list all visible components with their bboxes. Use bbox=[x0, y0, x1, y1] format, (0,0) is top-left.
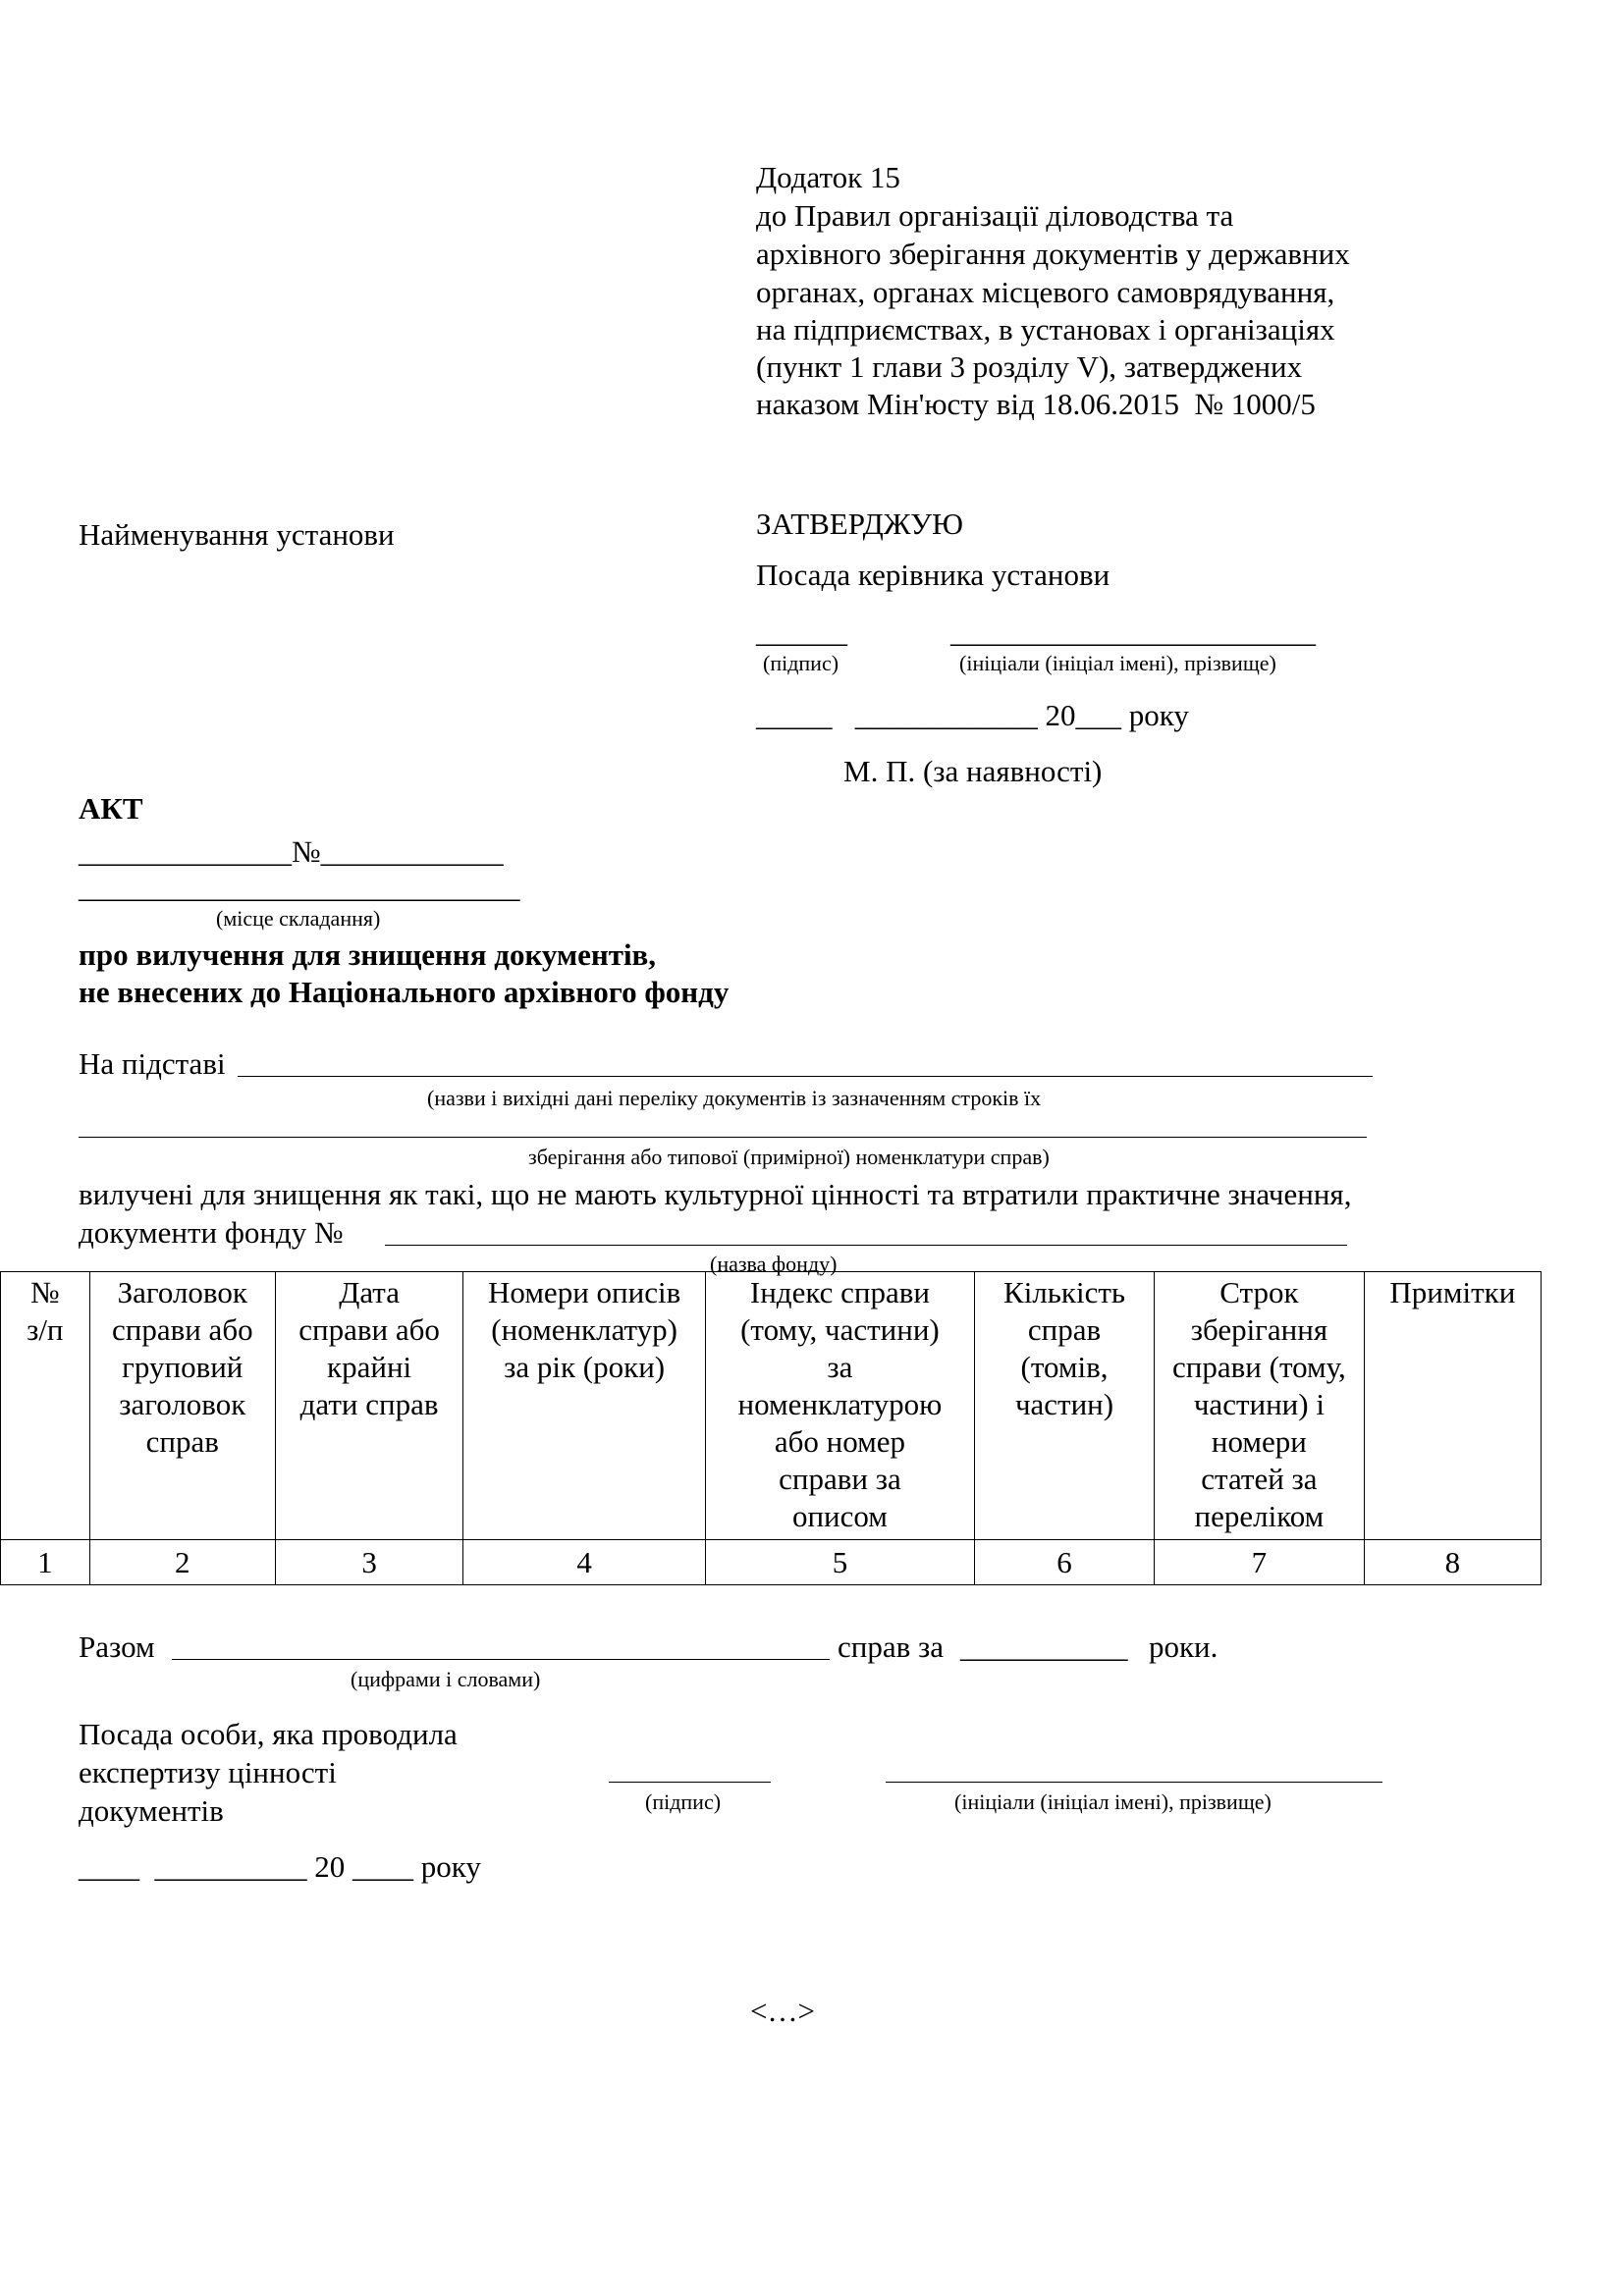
annex-line-7: наказом Мін'юсту від 18.06.2015 № 1000/5 bbox=[756, 387, 1316, 421]
table-cell: 8 bbox=[1364, 1540, 1541, 1585]
annex-line-1: Додаток 15 bbox=[756, 160, 900, 194]
annex-line-3: архівного зберігання документів у державних bbox=[756, 237, 1350, 271]
expert-position-line-3: документів bbox=[79, 1793, 224, 1828]
basis-statement-2: документи фонду № bbox=[79, 1215, 352, 1250]
approval-name-caption: (ініціали (ініціал імені), прізвище) bbox=[959, 651, 1276, 675]
col-header-title bbox=[89, 1272, 275, 1540]
total-end: роки. bbox=[1149, 1629, 1218, 1664]
col-header-inventory-text: Номери описів (номенклатур) за рік (роки) bbox=[488, 1275, 681, 1384]
approval-header: ЗАТВЕРДЖУЮ bbox=[756, 507, 963, 541]
table-header-row bbox=[1, 1272, 1542, 1540]
approval-signature-blank: ______ bbox=[756, 614, 847, 649]
annex-line-6: (пункт 1 глави 3 розділу V), затверджених bbox=[756, 349, 1303, 384]
approval-position: Посада керівника установи bbox=[756, 558, 1110, 592]
col-header-index bbox=[705, 1272, 974, 1540]
col-header-date-text: Дата справи або крайні дати справ bbox=[298, 1275, 440, 1421]
approval-name-blank: ________________________ bbox=[950, 614, 1316, 649]
act-place-caption: (місце складання) bbox=[216, 906, 381, 931]
col-header-number bbox=[1, 1272, 90, 1540]
col-header-retention bbox=[1155, 1272, 1364, 1540]
institution-name-label: Найменування установи bbox=[79, 517, 395, 552]
table-row bbox=[1, 1540, 1542, 1585]
expert-name-line bbox=[886, 1782, 1382, 1783]
act-number-line: ______________№____________ bbox=[79, 834, 504, 869]
basis-label: На підставі bbox=[79, 1046, 226, 1081]
continuation-mark: <…> bbox=[750, 1994, 815, 2028]
col-header-count bbox=[974, 1272, 1154, 1540]
basis-statement-1: вилучені для знищення як такі, що не мають культурної цінності та втратили практичне значення, bbox=[79, 1177, 1352, 1211]
basis-fill-line bbox=[238, 1076, 1373, 1077]
act-subject-line-2: не внесених до Національного архівного фонду bbox=[79, 975, 730, 1009]
table-cell: 3 bbox=[275, 1540, 462, 1585]
total-middle: справ за bbox=[838, 1629, 945, 1664]
expert-position-line-1: Посада особи, яка проводила bbox=[79, 1717, 458, 1751]
fund-fill-line bbox=[385, 1245, 1347, 1246]
col-header-retention-text: Строк зберігання справи (тому, частини) і номери статей за переліком bbox=[1172, 1275, 1346, 1533]
approval-date-line: _____ ____________ 20___ року bbox=[756, 698, 1189, 732]
act-subject-line-1: про вилучення для знищення документів, bbox=[79, 937, 657, 972]
total-label: Разом bbox=[79, 1629, 155, 1664]
annex-line-5: на підприємствах, в установах і організаціях bbox=[756, 312, 1335, 347]
col-header-notes-text: Примітки bbox=[1389, 1275, 1516, 1309]
expert-name-caption: (ініціали (ініціал імені), прізвище) bbox=[954, 1789, 1272, 1814]
total-fill-line bbox=[172, 1659, 830, 1660]
col-header-number-text: № з/п bbox=[27, 1275, 64, 1347]
basis-caption-1: (назви і вихідні дані переліку документів із зазначенням строків їх bbox=[427, 1086, 1042, 1110]
approval-signature-caption: (підпис) bbox=[763, 651, 839, 675]
expert-signature-line bbox=[609, 1782, 771, 1783]
table-cell: 6 bbox=[974, 1540, 1154, 1585]
seal-note: М. П. (за наявності) bbox=[843, 754, 1103, 788]
expert-position-line-2: експертизу цінності bbox=[79, 1755, 337, 1789]
col-header-inventory bbox=[463, 1272, 706, 1540]
total-caption: (цифрами і словами) bbox=[351, 1667, 541, 1691]
col-header-count-text: Кількість справ (томів, частин) bbox=[1003, 1275, 1126, 1421]
expert-date-line: ____ __________ 20 ____ року bbox=[79, 1849, 481, 1884]
expert-signature-caption: (підпис) bbox=[645, 1789, 722, 1814]
act-place-line: _____________________________ bbox=[79, 870, 520, 904]
act-title: АКТ bbox=[79, 791, 143, 826]
basis-caption-2: зберігання або типової (примірної) номенклатури справ) bbox=[528, 1145, 1050, 1169]
table-cell: 1 bbox=[1, 1540, 90, 1585]
annex-line-4: органах, органах місцевого самоврядування, bbox=[756, 275, 1335, 309]
table-cell: 5 bbox=[705, 1540, 974, 1585]
annex-line-2: до Правил організації діловодства та bbox=[756, 198, 1234, 233]
table-cell: 4 bbox=[463, 1540, 706, 1585]
col-header-date bbox=[275, 1272, 462, 1540]
col-header-notes bbox=[1364, 1272, 1541, 1540]
basis-fill-line-2 bbox=[79, 1137, 1367, 1138]
table-cell: 7 bbox=[1155, 1540, 1364, 1585]
total-years-blank: ___________ bbox=[960, 1629, 1128, 1664]
col-header-index-text: Індекс справи (тому, частини) за номенклатурою або номер справи за описом bbox=[737, 1275, 943, 1533]
table-cell: 2 bbox=[89, 1540, 275, 1585]
col-header-title-text: Заголовок справи або груповий заголовок справ bbox=[111, 1275, 253, 1459]
documents-table bbox=[0, 1271, 1542, 1585]
fund-caption: (назва фонду) bbox=[710, 1252, 838, 1276]
